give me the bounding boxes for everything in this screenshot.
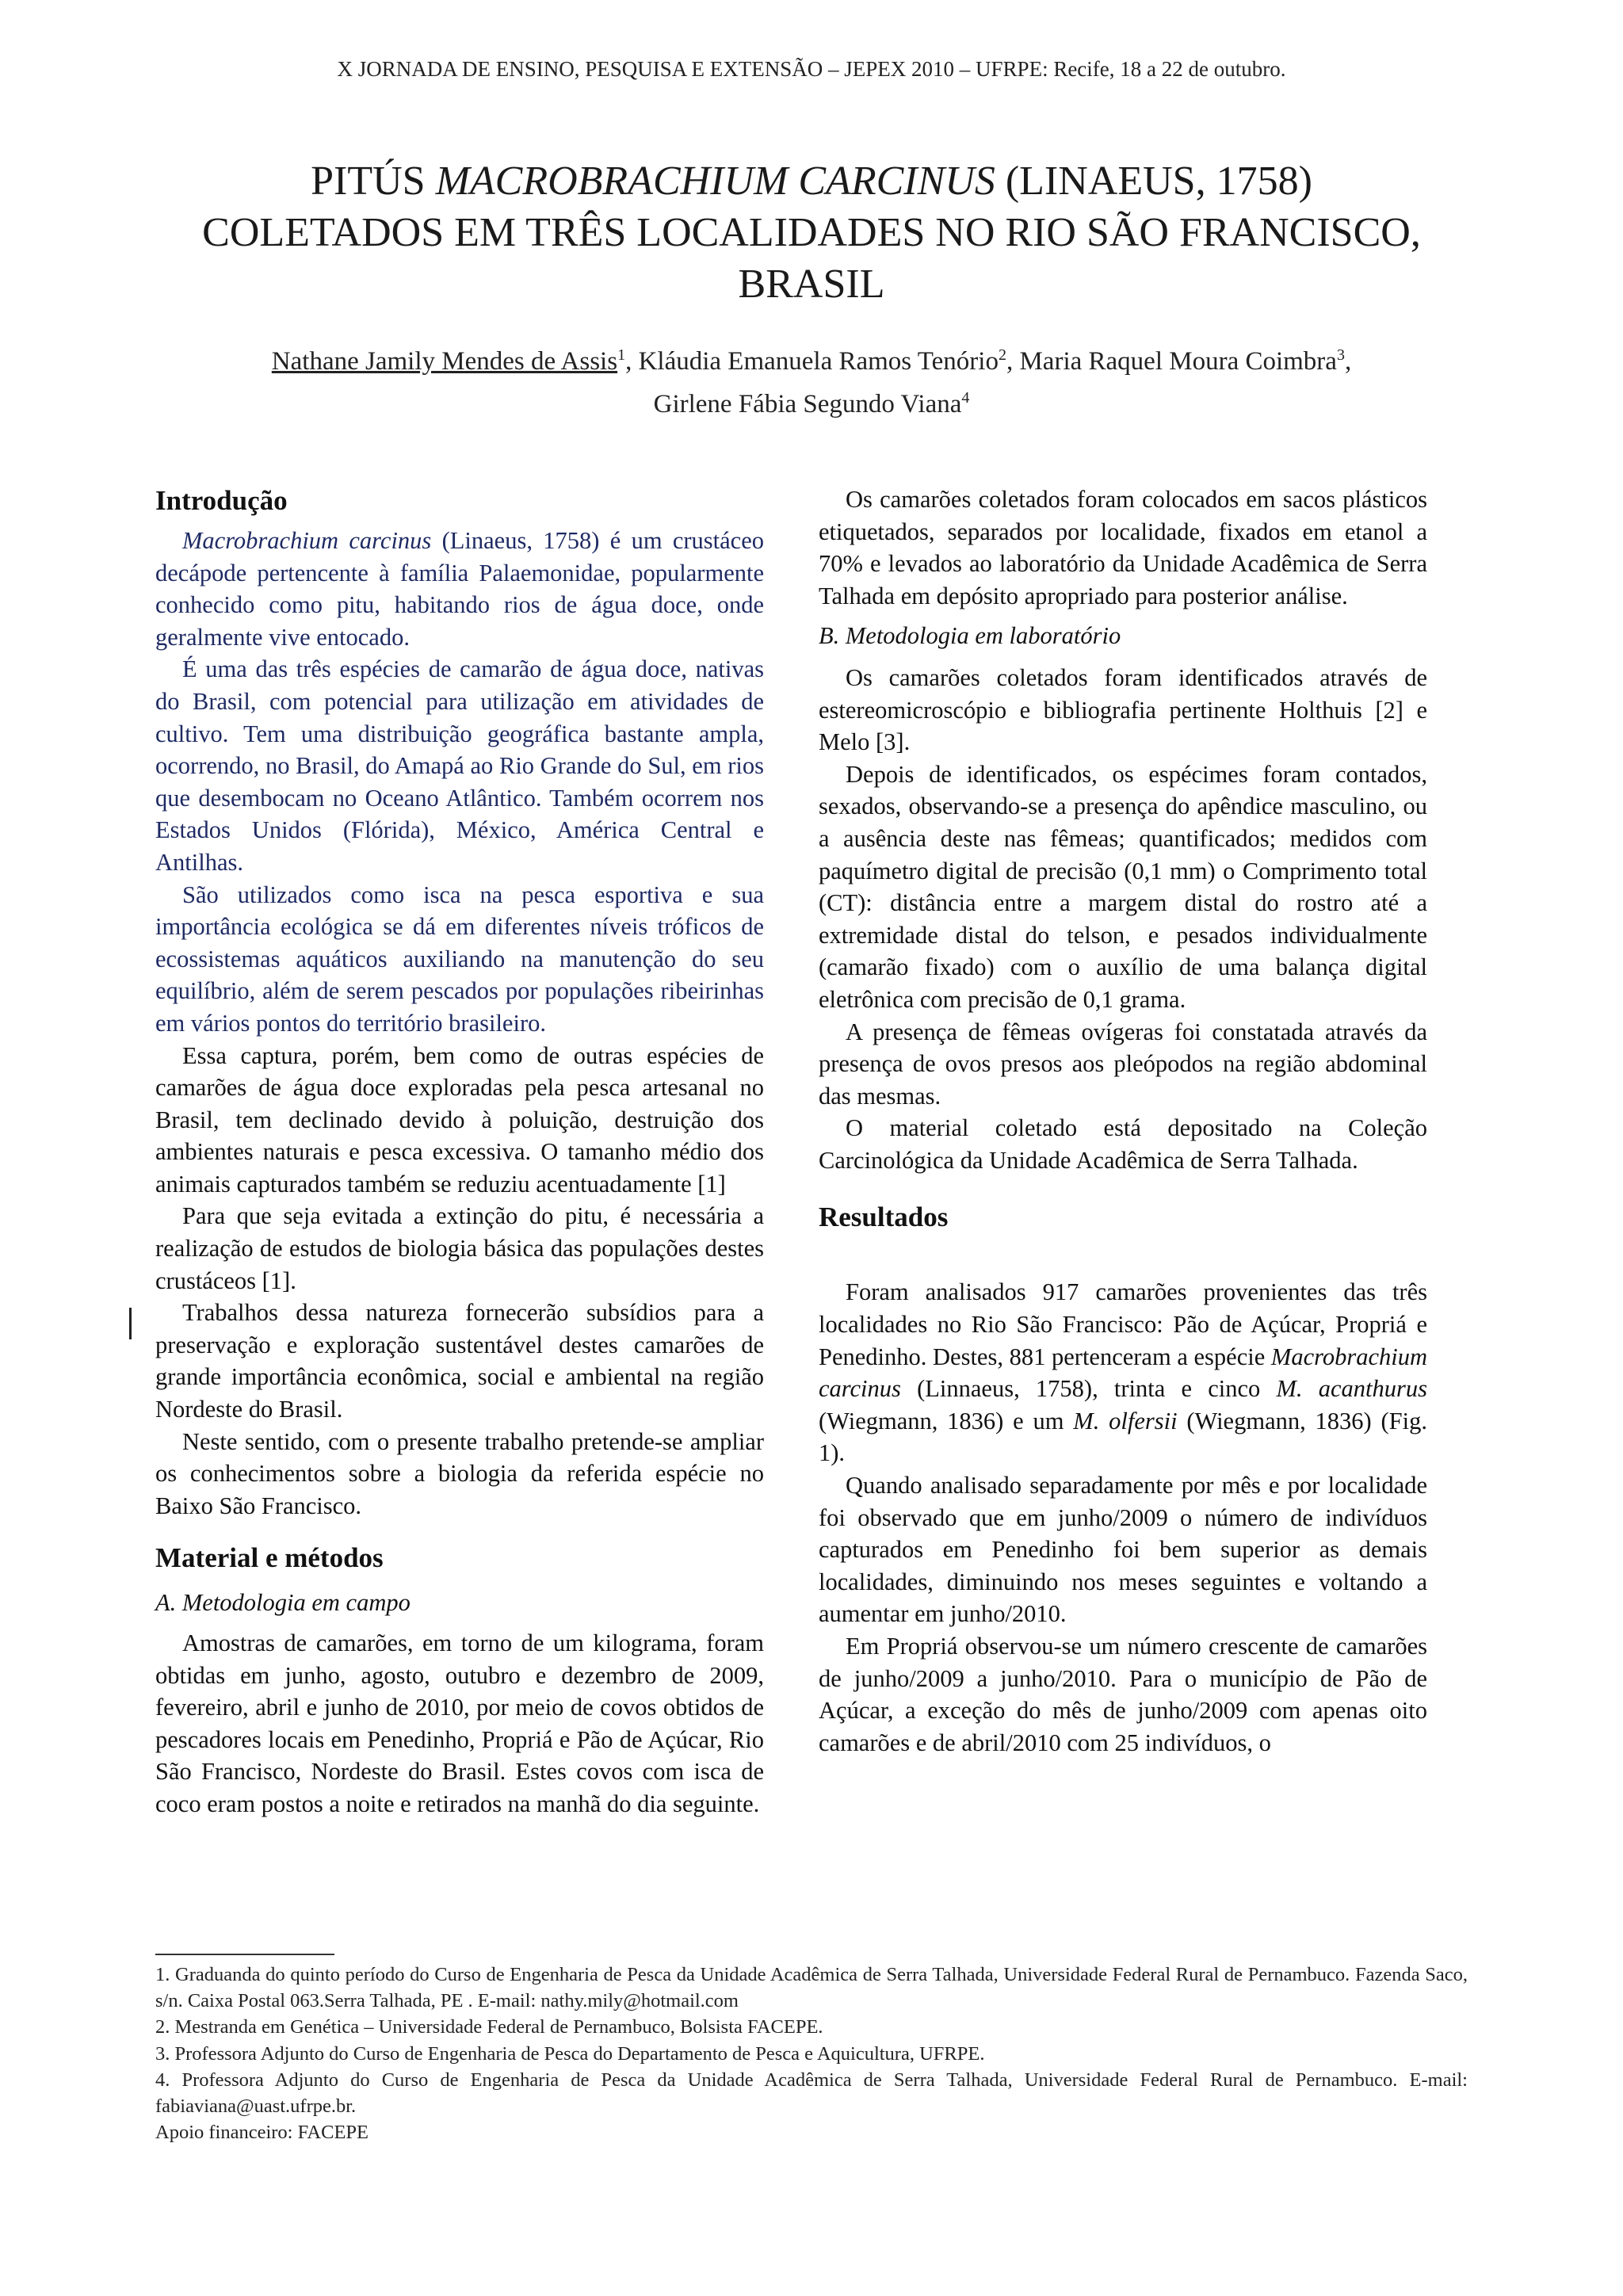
footnote: 4. Professora Adjunto do Curso de Engenharia de Pesca da Unidade Acadêmica de Serra Talhada, Universidade Federal Rural de Pernambuco. E-mail: fabiaviana@uast.ufrpe.br.: [155, 2069, 1468, 2118]
footnote: 2. Mestranda em Genética – Universidade Federal de Pernambuco, Bolsista FACEPE.: [155, 2016, 823, 2038]
title-part-2: (LINAEUS, 1758): [995, 159, 1312, 204]
footnote: 3. Professora Adjunto do Curso de Engenharia de Pesca do Departamento de Pesca e Aquicultura, UFRPE.: [155, 2042, 985, 2065]
author-separator: ,: [625, 347, 639, 376]
paragraph-text: (Linnaeus, 1758), trinta e cinco: [900, 1375, 1277, 1403]
subsection-heading-campo: A. Metodologia em campo: [155, 1589, 411, 1617]
right-column: [819, 483, 1427, 1759]
author-affiliation-marker: 4: [961, 389, 970, 407]
paper-title: [119, 155, 1504, 310]
paragraph: [819, 1276, 1427, 1469]
title-part-1: PITÚS: [311, 159, 436, 204]
title-line-3: BRASIL: [738, 262, 885, 307]
text-cursor-icon: [129, 1308, 132, 1339]
author-name: Girlene Fábia Segundo Viana: [653, 390, 962, 418]
title-line-2: COLETADOS EM TRÊS LOCALIDADES NO RIO SÃO FRANCISCO,: [202, 210, 1421, 255]
author-affiliation-marker: 1: [617, 346, 626, 364]
paragraph: O material coletado está depositado na Coleção Carcinológica da Unidade Acadêmica de Serra Talhada.: [819, 1114, 1427, 1174]
author-line-2: [119, 380, 1504, 422]
author-line-1: [119, 337, 1504, 380]
paragraph: Os camarões coletados foram identificados através de estereomicroscópio e bibliografia pertinente Holthuis [2] e Melo [3].: [819, 663, 1427, 756]
paragraph: Quando analisado separadamente por mês e por localidade foi observado que em junho/2009 o número de indivíduos capturados em Penedinho foi bem superior as demais localidades, diminuindo nos meses seguintes e voltando a aumentar em junho/2010.: [819, 1472, 1427, 1628]
species-name: Macrobrachium carcinus: [182, 527, 432, 554]
paragraph: Em Propriá observou-se um número crescente de camarões de junho/2009 a junho/2010. Para o município de Pão de Açúcar, a exceção do mês de junho/2009 com apenas oito camarões e de abril/2010 com 25 indivíduos, o: [819, 1633, 1427, 1756]
footnotes: [155, 1962, 1468, 2145]
author-affiliation-marker: 2: [998, 346, 1006, 364]
paragraph: Amostras de camarões, em torno de um kilograma, foram obtidas em junho, agosto, outubro e dezembro de 2009, fevereiro, abril e junho de 2010, por meio de covos obtidos de pescadores locais em Penedinho, Propriá e Pão de Açúcar, Rio São Francisco, Nordeste do Brasil. Estes covos com isca de coco eram postos a noite e retirados na manhã do dia seguinte.: [155, 1629, 764, 1817]
author-affiliation-marker: 3: [1336, 346, 1345, 364]
paragraph: A presença de fêmeas ovígeras foi constatada através da presença de ovos presos aos pleópodos na região abdominal das mesmas.: [819, 1018, 1427, 1110]
author-name: Kláudia Emanuela Ramos Tenório: [638, 347, 999, 376]
species-name: M. acanthurus: [1276, 1375, 1427, 1403]
subsection-heading-laboratorio: B. Metodologia em laboratório: [819, 622, 1121, 650]
author-list: [119, 337, 1504, 422]
paragraph: Para que seja evitada a extinção do pitu, é necessária a realização de estudos de biologia básica das populações destes crustáceos [1].: [155, 1202, 764, 1294]
paragraph: É uma das três espécies de camarão de água doce, nativas do Brasil, com potencial para utilização em atividades de cultivo. Tem uma distribuição geográfica bastante ampla, ocorrendo, no Brasil, do Amapá ao Rio Grande do Sul, em rios que desembocam no Oceano Atlântico. Também ocorrem nos Estados Unidos (Flórida), México, América Central e Antilhas.: [155, 655, 764, 876]
footnote: 1. Graduanda do quinto período do Curso de Engenharia de Pesca da Unidade Acadêmica de Serra Talhada, Universidade Federal Rural de Pernambuco. Fazenda Saco, s/n. Caixa Postal 063.Serra Talhada, PE . E-mail: nathy.mily@hotmail.com: [155, 1964, 1468, 2012]
left-column: [155, 483, 764, 1820]
section-heading-resultados: Resultados: [819, 1201, 949, 1233]
section-heading-material-metodos: Material e métodos: [155, 1542, 384, 1574]
title-line-1: [119, 155, 1504, 207]
section-heading-introducao: Introdução: [155, 485, 288, 516]
author-separator: ,: [1006, 347, 1020, 376]
footnote-divider: [155, 1954, 334, 1955]
paragraph: Neste sentido, com o presente trabalho pretende-se ampliar os conhecimentos sobre a biologia da referida espécie no Baixo São Francisco.: [155, 1427, 764, 1519]
paragraph-text: (Wiegmann, 1836) e um: [819, 1407, 1074, 1435]
paragraph: Trabalhos dessa natureza fornecerão subsídios para a preservação e exploração sustentável destes camarões de grande importância econômica, social e ambiental na região Nordeste do Brasil.: [155, 1299, 764, 1423]
funding-note: Apoio financeiro: FACEPE: [155, 2122, 369, 2144]
paragraph: Depois de identificados, os espécimes foram contados, sexados, observando-se a presença do apêndice masculino, ou a ausência deste nas fêmeas; quantificados; medidos com paquímetro digital de precisão (0,1 mm) o Comprimento total (CT): distância entre a margem distal do rostro até a extremidade distal do telson, e pesados individualmente (camarão fixado) com o auxílio de uma balança digital eletrônica com precisão de 0,1 grama.: [819, 760, 1427, 1013]
paragraph-text: (Linaeus, 1758) é um crustáceo decápode pertencente à família Palaemonidae, popularmente conhecido como pitu, habitando rios de água doce, onde geralmente vive entocado.: [155, 527, 764, 651]
species-name: Macrobrachium carcinus: [819, 1343, 1427, 1403]
author-name: Nathane Jamily Mendes de Assis: [271, 347, 618, 376]
paragraph: Os camarões coletados foram colocados em sacos plásticos etiquetados, separados por localidade, fixados em etanol a 70% e levados ao laboratório da Unidade Acadêmica de Serra Talhada em depósito apropriado para posterior análise.: [819, 486, 1427, 609]
paragraph: Essa captura, porém, bem como de outras espécies de camarões de água doce exploradas pela pesca artesanal no Brasil, tem declinado devido à poluição, destruição dos ambientes naturais e pesca excessiva. O tamanho médio dos animais capturados também se reduziu acentuadamente [1]: [155, 1041, 764, 1198]
paragraph-text: (Wiegmann, 1836) (Fig. 1).: [819, 1407, 1427, 1467]
author-separator: ,: [1344, 347, 1352, 376]
title-species: MACROBRACHIUM CARCINUS: [435, 159, 995, 204]
running-header: X JORNADA DE ENSINO, PESQUISA E EXTENSÃO – JEPEX 2010 – UFRPE: Recife, 18 a 22 de outubro.: [337, 57, 1286, 81]
paragraph: [155, 525, 764, 653]
author-name: Maria Raquel Moura Coimbra: [1019, 347, 1337, 376]
paragraph: São utilizados como isca na pesca esportiva e sua importância ecológica se dá em diferentes níveis tróficos de ecossistemas aquáticos auxiliando na manutenção do seu equilíbrio, além de serem pescados por populações ribeirinhas em vários pontos do território brasileiro.: [155, 881, 764, 1037]
species-name: M. olfersii: [1073, 1407, 1178, 1435]
paragraph-text: Foram analisados 917 camarões provenientes das três localidades no Rio São Francisco: Pão de Açúcar, Propriá e Penedinho. Destes, 881 pertenceram a espécie: [819, 1278, 1427, 1370]
